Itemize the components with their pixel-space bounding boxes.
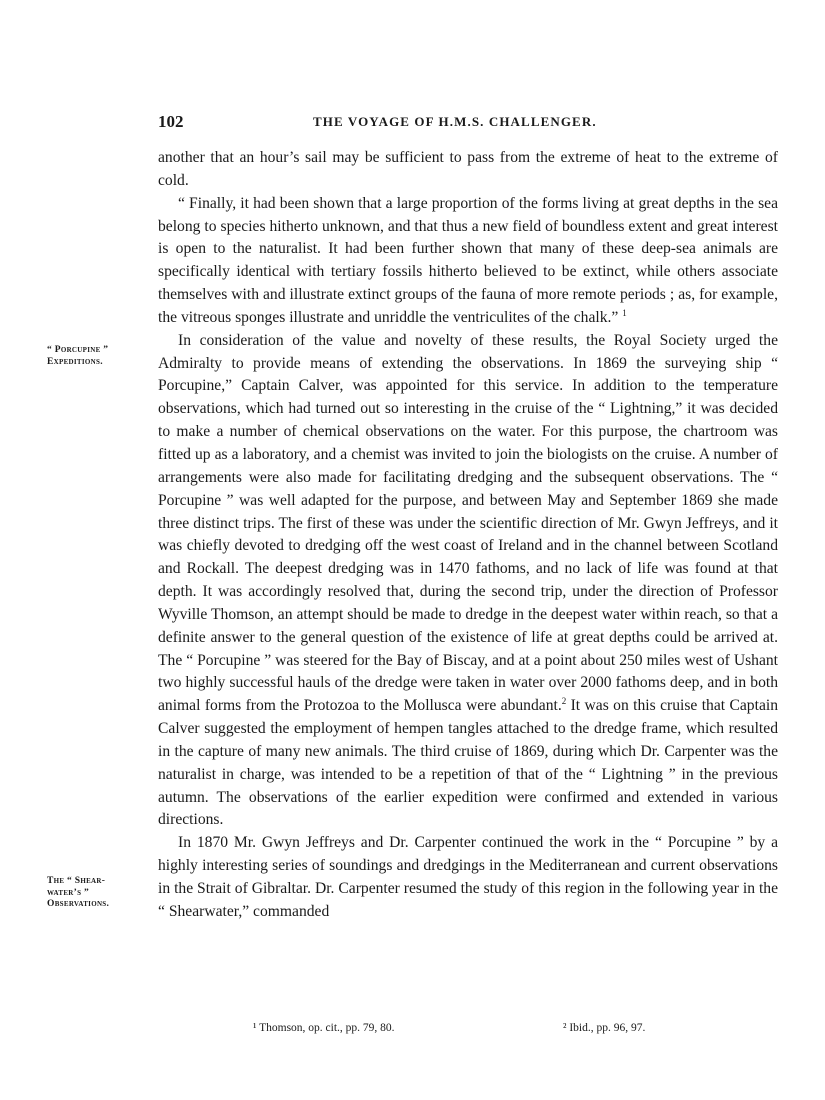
paragraph-quote-text: “ Finally, it had been shown that a large proportion of the forms living at great depths in the sea belong to species hitherto unknown, and that thus a new field of boundless extent and great interest is open to the naturalist. It had been further shown that many of these deep-sea animals are specifically identical with tertiary fossils hitherto believed to be extinct, while others associate themselves with and illustrate extinct groups of the fauna of more remote periods ; as, for example, the vitreous sponges illustrate and unriddle the ventriculites of the chalk.”	[158, 194, 778, 326]
side-note-porcupine	[47, 345, 147, 368]
footnote-2: ² Ibid., pp. 96, 97.	[563, 1022, 646, 1034]
running-title: THE VOYAGE OF H.M.S. CHALLENGER.	[313, 114, 597, 129]
side-note-shearwater-line1: The “ Shear-	[47, 876, 106, 886]
footnote-ref-1: 1	[622, 307, 627, 318]
paragraph-continuation-text: another that an hour’s sail may be sufficient to pass from the extreme of heat to the extreme of cold.	[158, 149, 778, 189]
side-note-shearwater-line2: water’s ”	[47, 887, 90, 898]
paragraph-porcupine-text-b: It was on this cruise that Captain Calver suggested the employment of hempen tangles attached to the dredge frame, which resulted in the capture of many new animals. The third cruise of 1869, during which Dr. Carpenter was the naturalist in charge, was intended to be a repetition of that of the “ Lightning ” in the previous autumn. The observations of the earlier expedition were confirmed and extended in various directions.	[158, 697, 778, 829]
side-note-shearwater-line3: Observations.	[47, 899, 110, 909]
paragraph-quote	[158, 193, 778, 330]
paragraph-porcupine	[158, 330, 778, 833]
footnote-ref-2: 2	[561, 696, 567, 707]
paragraph-shearwater	[158, 832, 778, 923]
body-text	[158, 147, 778, 924]
side-note-shearwater	[47, 876, 147, 911]
side-note-porcupine-line2: Expeditions.	[47, 356, 103, 367]
paragraph-shearwater-text: In 1870 Mr. Gwyn Jeffreys and Dr. Carpenter continued the work in the “ Porcupine ” by a highly interesting series of soundings and dredgings in the Mediterranean and current observations in the Strait of Gibraltar. Dr. Carpenter resumed the study of this region in the following year in the “ Shearwater,” commanded	[158, 834, 778, 920]
side-note-porcupine-line1: “ Porcupine ”	[47, 345, 109, 355]
paragraph-continuation	[158, 147, 778, 193]
footnote-1: ¹ Thomson, op. cit., pp. 79, 80.	[253, 1022, 395, 1034]
page-number: 102	[158, 112, 184, 131]
paragraph-porcupine-text-a: In consideration of the value and novelty of these results, the Royal Society urged the Admiralty to provide means of extending the observations. In 1869 the surveying ship “ Porcupine,” Captain Calver, was appointed for this service. In addition to the temperature observations, which had turned out so interesting in the cruise of the “ Lightning,” it was decided to make a number of chemical observations on the water. For this purpose, the chartroom was fitted up as a laboratory, and a chemist was invited to join the biologists on the cruise. A number of arrangements were also made for facilitating dredging and the subsequent observations. The “ Porcupine ” was well adapted for the purpose, and between May and September 1869 she made three distinct trips. The first of these was under the scientific direction of Mr. Gwyn Jeffreys, and it was chiefly devoted to dredging off the west coast of Ireland and in the channel between Scotland and Rockall. The deepest dredging was in 1470 fathoms, and no lack of life was found at that depth. It was accordingly resolved that, during the second trip, under the direction of Professor Wyville Thomson, an attempt should be made to dredge in the deepest water within reach, so that a definite answer to the general question of the existence of life at great depths could be arrived at. The “ Porcupine ” was steered for the Bay of Biscay, and at a point about 250 miles west of Ushant two highly successful hauls of the dredge were taken in water over 2000 fathoms deep, and in both animal forms from the Protozoa to the Mollusca were abundant.	[158, 331, 778, 715]
page-header	[158, 112, 778, 136]
footnotes	[158, 1022, 778, 1040]
